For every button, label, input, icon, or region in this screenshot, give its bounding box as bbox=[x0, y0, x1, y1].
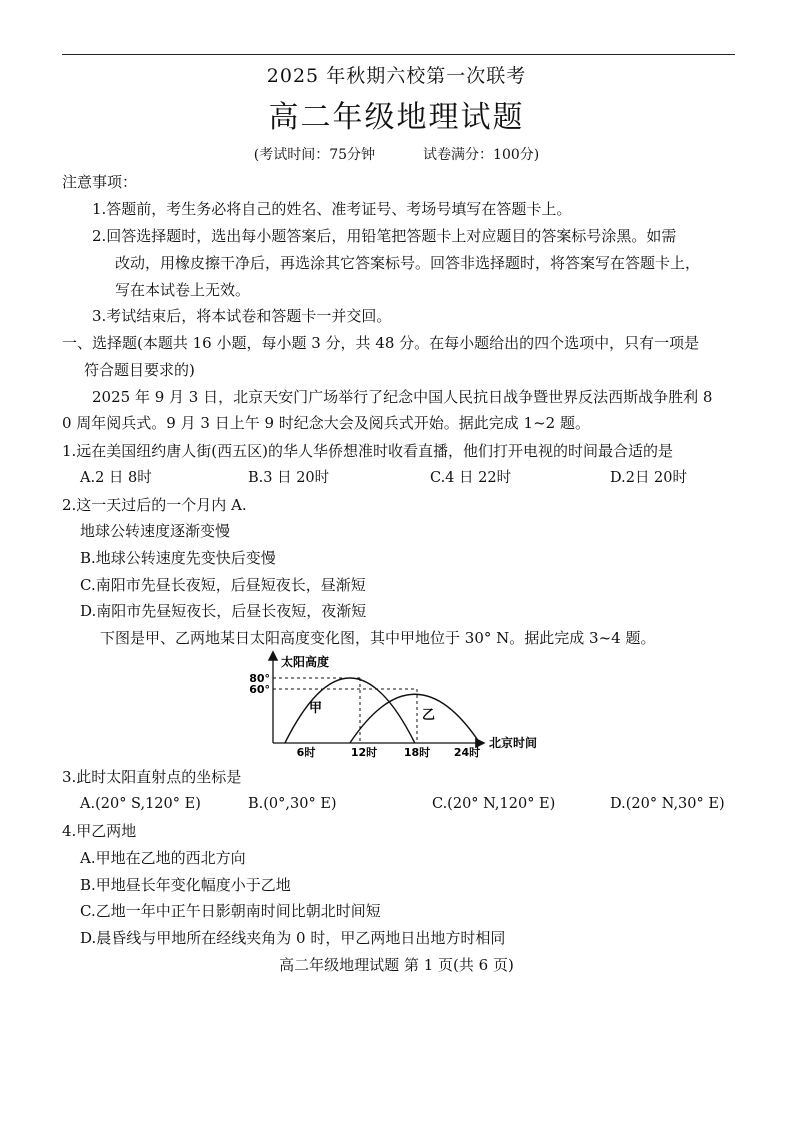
section-heading: 一、选择题(本题共 16 小题，每小题 3 分，共 48 分。在每小题给出的四个选项中，只有一项是 bbox=[62, 334, 700, 352]
q3-option-d: D.(20° N,30° E) bbox=[610, 796, 725, 812]
q3-option-c: C.(20° N,120° E) bbox=[432, 796, 556, 812]
series-jia-curve bbox=[285, 678, 415, 743]
q1-stem: 1.远在美国纽约唐人街(西五区)的华人华侨想准时收看直播，他们打开电视的时间最合适的是 bbox=[62, 442, 674, 460]
notes-heading: 注意事项： bbox=[62, 173, 138, 191]
exam-score: 试卷满分：100分) bbox=[423, 147, 540, 163]
exam-title: 高二年级地理试题 bbox=[268, 100, 525, 135]
note-item: 改动，用橡皮擦干净后，再选涂其它答案标号。回答非选择题时，将答案写在答题卡上， bbox=[115, 254, 701, 272]
q2-option-a: 地球公转速度逐渐变慢 bbox=[80, 522, 231, 540]
q4-stem: 4.甲乙两地 bbox=[62, 822, 137, 840]
q3-stem: 3.此时太阳直射点的坐标是 bbox=[62, 768, 242, 786]
q1-option-a: A.2 日 8时 bbox=[80, 470, 152, 486]
y-tick-60: 60° bbox=[249, 683, 270, 696]
q2-option-d: D.南阳市先昼短夜长，后昼长夜短，夜渐短 bbox=[80, 602, 367, 620]
x-tick-18h: 18时 bbox=[403, 746, 431, 759]
q2-option-b: B.地球公转速度先变快后变慢 bbox=[80, 549, 276, 567]
note-item: 2.回答选择题时，选出每小题答案后，用铅笔把答题卡上对应题目的答案标号涂黑。如需 bbox=[92, 227, 677, 245]
series-jia-label: 甲 bbox=[309, 701, 323, 716]
q2-option-c: C.南阳市先昼长夜短，后昼短夜长，昼渐短 bbox=[80, 576, 366, 594]
exam-meta bbox=[0, 145, 793, 165]
page-footer: 高二年级地理试题 第 1 页(共 6 页) bbox=[279, 956, 514, 974]
note-item: 写在本试卷上无效。 bbox=[115, 281, 251, 299]
x-tick-24h: 24时 bbox=[453, 746, 481, 759]
q3-option-b: B.(0°,30° E) bbox=[248, 796, 337, 812]
q4-option-b: B.甲地昼长年变化幅度小于乙地 bbox=[80, 876, 291, 894]
q3-option-a: A.(20° S,120° E) bbox=[80, 796, 201, 812]
note-item: 3.考试结束后，将本试卷和答题卡一并交回。 bbox=[92, 307, 392, 325]
sun-altitude-chart bbox=[245, 650, 555, 760]
intro-3-4: 下图是甲、乙两地某日太阳高度变化图，其中甲地位于 30° N。据此完成 3~4 题。 bbox=[100, 629, 656, 647]
series-yi-curve bbox=[350, 694, 480, 743]
y-axis-label: 太阳高度 bbox=[281, 655, 330, 669]
note-item: 1.答题前，考生务必将自己的姓名、准考证号、考场号填写在答题卡上。 bbox=[92, 200, 572, 218]
q1-option-b: B.3 日 20时 bbox=[248, 470, 330, 486]
x-tick-6h: 6时 bbox=[296, 746, 316, 759]
intro-text: 0 周年阅兵式。9 月 3 日上午 9 时纪念大会及阅兵式开始。据此完成 1~2 题。 bbox=[62, 414, 590, 432]
q4-option-d: D.晨昏线与甲地所在经线夹角为 0 时，甲乙两地日出地方时相同 bbox=[80, 929, 506, 947]
section-heading-cont: 符合题目要求的) bbox=[84, 361, 195, 379]
series-yi-label: 乙 bbox=[422, 708, 436, 723]
exam-subtitle: 2025 年秋期六校第一次联考 bbox=[266, 65, 527, 87]
intro-text: 2025 年 9 月 3 日，北京天安门广场举行了纪念中国人民抗日战争暨世界反法西斯战争胜利 8 bbox=[92, 388, 713, 406]
top-rule bbox=[62, 54, 735, 55]
q4-option-c: C.乙地一年中正午日影朝南时间比朝北时间短 bbox=[80, 902, 381, 920]
q4-option-a: A.甲地在乙地的西北方向 bbox=[80, 849, 246, 867]
q1-option-d: D.2日 20时 bbox=[610, 470, 688, 486]
exam-time: (考试时间：75分钟 bbox=[253, 147, 376, 163]
x-axis-label: 北京时间 bbox=[489, 736, 538, 750]
y-tick-80: 80° bbox=[249, 672, 270, 685]
x-tick-12h: 12时 bbox=[350, 746, 378, 759]
q1-option-c: C.4 日 22时 bbox=[430, 470, 512, 486]
q2-stem: 2.这一天过后的一个月内 A. bbox=[62, 496, 247, 514]
